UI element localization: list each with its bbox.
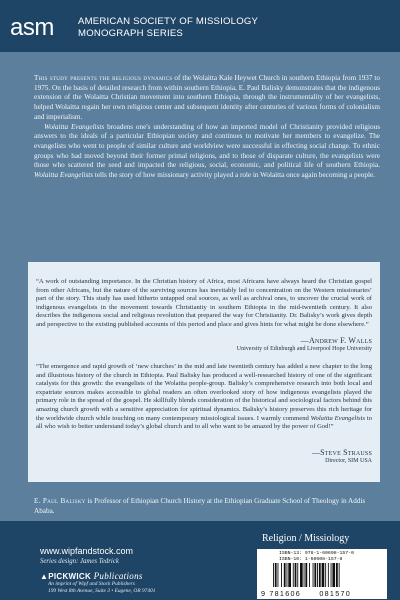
isbn-13: ISBN-13: 978-1-60608-157-0 xyxy=(279,551,354,556)
series-header xyxy=(0,0,400,52)
publisher-name xyxy=(40,571,143,581)
series-title-line2: MONOGRAPH SERIES xyxy=(78,28,184,39)
endorsement-quote-2-part-b: to all who wish to better understand today’s global church and to all who want to be amazed by the power of God!” xyxy=(36,414,373,431)
book-title-italic: Wolaitta Evangelists xyxy=(44,122,105,131)
description-tail: tells the story of how missionary activity played a role in Wolaitta once again becoming a people. xyxy=(93,171,375,180)
endorser-name-2: —Steve Strauss xyxy=(311,448,372,457)
author-bio xyxy=(34,497,380,516)
barcode-digits-right: 081570 xyxy=(319,589,352,598)
isbn-numbers xyxy=(279,551,354,562)
endorsement-attribution-1 xyxy=(36,336,372,352)
endorser-affiliation-1: University of Edinburgh and Liverpool Hope University xyxy=(236,346,372,352)
endorsement-attribution-2 xyxy=(36,448,372,464)
barcode-digits xyxy=(261,589,385,598)
series-title-line1: AMERICAN SOCIETY OF MISSIOLOGY xyxy=(78,16,259,27)
isbn-10: ISBN-10: 1-60608-157-8 xyxy=(279,556,343,562)
author-bio-text: is Professor of Ethiopian Church History at the Ethiopian Graduate School of Theology in Addis Ababa. xyxy=(34,497,366,515)
imprint-address: 199 West 8th Avenue, Suite 3 • Eugene, OR 97401 xyxy=(48,587,156,594)
endorser-affiliation-2: Director, SIM USA xyxy=(325,458,372,464)
barcode-bars-icon xyxy=(273,563,383,587)
series-design-credit: Series design: James Tedrick xyxy=(40,558,119,565)
book-title-italic-2: Wolaitta Evangelists xyxy=(34,171,94,180)
publisher-website-link[interactable]: www.wipfandstock.com xyxy=(40,546,134,556)
description-paragraph-1 xyxy=(34,74,380,123)
endorsement-quote-2-title: Wolaitta Evangelists xyxy=(310,414,366,422)
book-description xyxy=(34,74,380,181)
description-paragraph-2 xyxy=(34,123,380,181)
publisher-imprint xyxy=(48,581,155,594)
imprint-line-1: An imprint of Wipf and Stock Publishers xyxy=(48,581,135,587)
subject-category: Religion / Missiology xyxy=(262,533,350,544)
description-body-1: of the Wolaitta Kale Heywet Church in southern Ethiopia from 1937 to 1975. On the basis of detailed research from within southern Ethiopia, E. Paul Balisky demonstrates that the indigenous extension of the Wolaitta Christian movement into southern Ethiopia, through the instrumentality of her evangelists, helped Wolaitta regain her own religious center and subsequent identity after centuries of various forms of colonialism and imperialism. xyxy=(34,74,380,121)
endorsements-panel xyxy=(28,262,380,482)
author-name: E. Paul Balisky xyxy=(34,497,86,505)
endorser-name-1: —Andrew F. Walls xyxy=(300,336,372,345)
endorsement-quote-2 xyxy=(36,363,372,432)
series-title xyxy=(78,16,258,40)
endorsement-quote-2-part-a: “The emergence and rapid growth of ‘new churches’ in the mid and late twentieth century has added a new chapter to the long and illustrious history of the church in Ethiopia. Paul Balisky has produced a well-researched history of one of the significant catalysts for this growth: the evangelists of the Wolaitta people-group. Balisky’s comprehensive research into both local and expatriate sources makes accessible to global readers an often overlooked story of how indigenous evangelists played the primary role in the spread of the gospel. He skillfully blends consideration of the historical and sociological factors behind this amazing church growth with a sensitive appreciation for spiritual dynamics. Balisky’s history preserves this rich heritage for the worldwide church while touching on many contemporary missiological issues. I warmly commend xyxy=(36,363,372,422)
publisher-name-suffix: Publications xyxy=(93,571,143,581)
publisher-logo-icon: ▲ xyxy=(40,572,49,581)
asm-logo: asm xyxy=(10,14,54,41)
publisher-name-prefix: PICKWICK xyxy=(48,572,94,581)
isbn-barcode xyxy=(257,549,387,599)
publisher-footer xyxy=(0,521,400,600)
barcode-digit-first: 9 xyxy=(261,589,267,598)
barcode-digits-left: 781606 xyxy=(269,589,302,598)
description-body-2: broadens one's understanding of how an imported model of Christianity provided religious answers to the ideals of a particular Ethiopian society and continues to motivate her members to evangelize. The evangelists who went to people of similar culture and worldview were successful in effecting social change. To ethnic groups who had moved beyond their former primal religions, and to those of disparate culture, the evangelists were those who scattered the seed and impacted the religious, social, economic, and political life of southern Ethiopia. xyxy=(34,122,380,170)
endorsement-quote-1: “A work of outstanding importance. In the Christian history of Africa, most Africans have always heard the Christian gospel from other Africans, but the nature of the surviving sources has inevitably led to concentration on the Western missionaries’ part of the story. This study has used hitherto untapped oral sources, as well as archival ones, to uncover the crucial work of indigenous evangelists in the movement towards Christianity in southern Ethiopia in the mid-twentieth century. It also describes the indigenous social and religious revolution that prepared the way for Christianity. Dr. Balisky’s work gives depth and perspective to the existing published accounts of this period and place and gives hints for what might be done elsewhere.” xyxy=(36,278,372,328)
description-lead: This study presents the religious dynamics xyxy=(34,74,173,82)
